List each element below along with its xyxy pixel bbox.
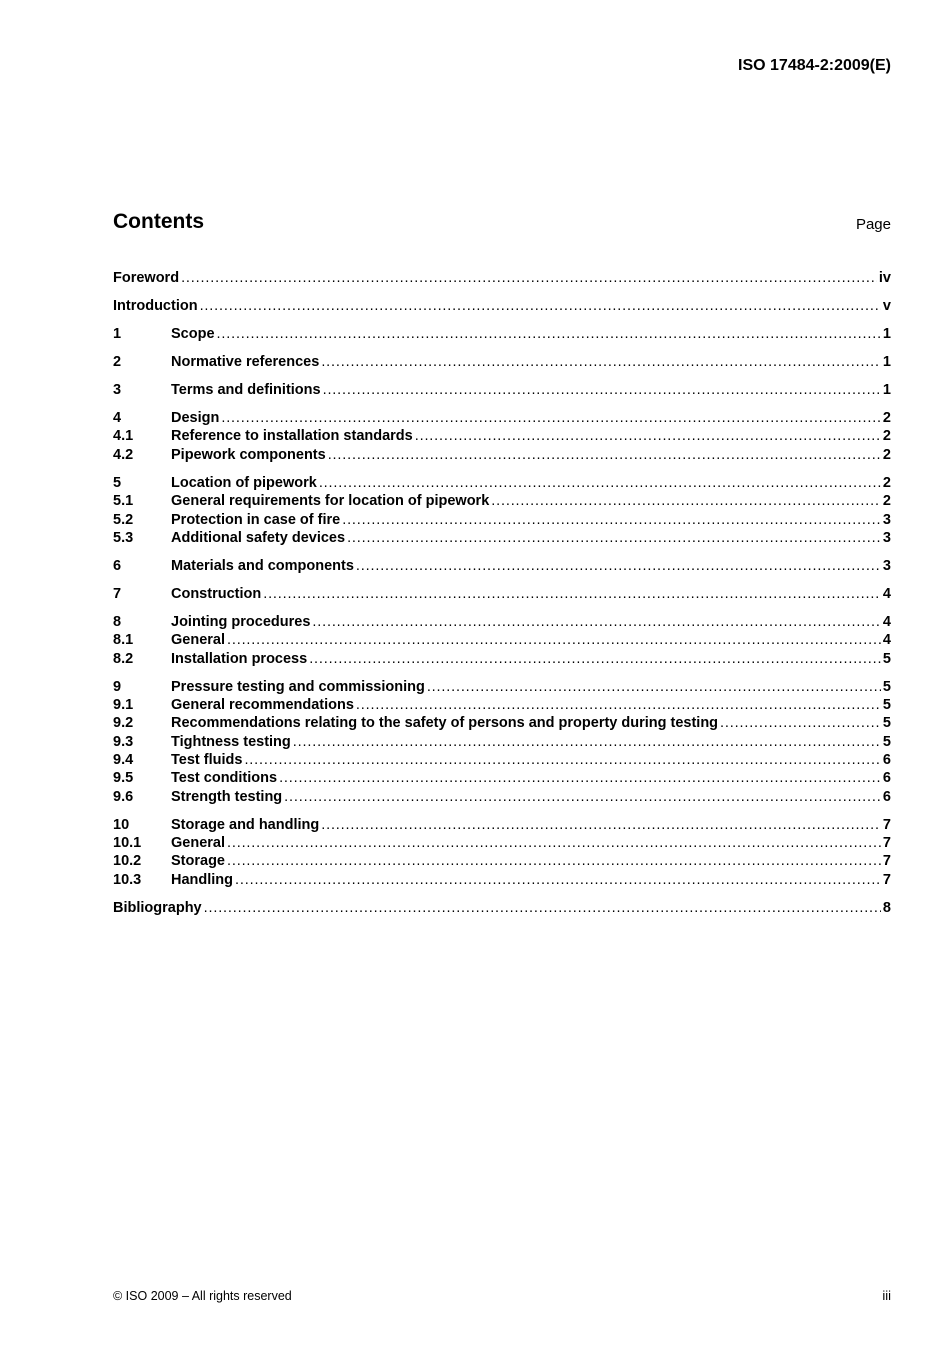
toc-entry[interactable] bbox=[113, 853, 891, 871]
toc-entry-number: 9.3 bbox=[113, 734, 134, 750]
toc-entry-title: Reference to installation standards bbox=[171, 428, 413, 444]
toc-entry-page: iv bbox=[878, 270, 891, 286]
toc-entry[interactable] bbox=[113, 558, 891, 576]
toc-entry-title: Storage bbox=[171, 853, 225, 869]
toc-entry[interactable] bbox=[113, 410, 891, 428]
toc-entry-title: Protection in case of fire bbox=[171, 512, 341, 528]
toc-entry[interactable] bbox=[113, 789, 891, 807]
dot-leader bbox=[244, 752, 880, 768]
dot-leader bbox=[491, 493, 881, 509]
toc-entry[interactable] bbox=[113, 734, 891, 752]
toc-entry-title: Pressure testing and commissioning bbox=[171, 679, 425, 695]
toc-entry-page: 7 bbox=[882, 817, 891, 833]
toc-entry-page: 2 bbox=[882, 493, 891, 509]
toc-entry-page: 7 bbox=[882, 872, 891, 888]
page-column-label: Page bbox=[855, 216, 891, 233]
toc-entry-number: 4 bbox=[113, 410, 122, 426]
toc-entry-number: 4.1 bbox=[113, 428, 134, 444]
copyright-notice: © ISO 2009 – All rights reserved bbox=[113, 1289, 292, 1303]
toc-entry-title: Design bbox=[171, 410, 220, 426]
toc-entry-title: Test conditions bbox=[171, 770, 278, 786]
toc-entry-page: 4 bbox=[882, 586, 891, 602]
toc-entry-number: 8.2 bbox=[113, 651, 134, 667]
dot-leader bbox=[221, 410, 881, 426]
toc-entry-page: 3 bbox=[882, 558, 891, 574]
toc-entry-title: Bibliography bbox=[113, 900, 202, 916]
toc-entry-number: 1 bbox=[113, 326, 122, 342]
toc-entry-number: 6 bbox=[113, 558, 122, 574]
toc-entry-page: 5 bbox=[882, 715, 891, 731]
toc-entry-title: Materials and components bbox=[171, 558, 354, 574]
dot-leader bbox=[284, 789, 881, 805]
dot-leader bbox=[217, 326, 881, 342]
toc-entry-title: Storage and handling bbox=[171, 817, 320, 833]
toc-entry-page: 5 bbox=[882, 734, 891, 750]
toc-entry-title: Tightness testing bbox=[171, 734, 291, 750]
toc-entry-title: Pipework components bbox=[171, 447, 326, 463]
toc-entry-number: 5.2 bbox=[113, 512, 134, 528]
dot-leader bbox=[342, 512, 881, 528]
toc-entry-title: Construction bbox=[171, 586, 262, 602]
dot-leader bbox=[309, 651, 881, 667]
toc-entry-title: Recommendations relating to the safety of persons and property during testing bbox=[171, 715, 719, 731]
toc-entry[interactable] bbox=[113, 872, 891, 890]
toc-entry[interactable] bbox=[113, 632, 891, 650]
toc-entry[interactable] bbox=[113, 679, 891, 697]
dot-leader bbox=[323, 382, 881, 398]
toc-entry-number: 9.5 bbox=[113, 770, 134, 786]
toc-entry-number: 9.2 bbox=[113, 715, 134, 731]
toc-entry-page: 2 bbox=[882, 447, 891, 463]
toc-entry-page: 8 bbox=[882, 900, 891, 916]
toc-entry-page: 2 bbox=[882, 428, 891, 444]
toc-entry-title: General recommendations bbox=[171, 697, 354, 713]
toc-entry[interactable] bbox=[113, 354, 891, 372]
toc-entry-title: Installation process bbox=[171, 651, 308, 667]
dot-leader bbox=[319, 475, 881, 491]
dot-leader bbox=[347, 530, 881, 546]
toc-entry[interactable] bbox=[113, 326, 891, 344]
toc-entry-page: 4 bbox=[882, 614, 891, 630]
toc-entry-title: Foreword bbox=[113, 270, 180, 286]
toc-entry[interactable] bbox=[113, 512, 891, 530]
dot-leader bbox=[227, 853, 881, 869]
toc-entry[interactable] bbox=[113, 586, 891, 604]
toc-entry-title: Additional safety devices bbox=[171, 530, 346, 546]
toc-entry-number: 8.1 bbox=[113, 632, 134, 648]
toc-entry[interactable] bbox=[113, 715, 891, 733]
toc-entry-number: 2 bbox=[113, 354, 122, 370]
toc-entry-page: 2 bbox=[882, 475, 891, 491]
toc-entry[interactable] bbox=[113, 817, 891, 835]
toc-entry-page: 6 bbox=[882, 752, 891, 768]
dot-leader bbox=[356, 558, 881, 574]
toc-entry[interactable] bbox=[113, 651, 891, 669]
toc-entry[interactable] bbox=[113, 752, 891, 770]
toc-entry-number: 3 bbox=[113, 382, 122, 398]
toc-entry[interactable] bbox=[113, 475, 891, 493]
toc-entry-title: Location of pipework bbox=[171, 475, 317, 491]
toc-entry[interactable] bbox=[113, 835, 891, 853]
toc-entry[interactable] bbox=[113, 382, 891, 400]
toc-entry-number: 5.3 bbox=[113, 530, 134, 546]
dot-leader bbox=[181, 270, 877, 286]
dot-leader bbox=[720, 715, 881, 731]
toc-entry-page: 4 bbox=[882, 632, 891, 648]
toc-entry[interactable] bbox=[113, 697, 891, 715]
dot-leader bbox=[321, 354, 881, 370]
toc-entry[interactable] bbox=[113, 900, 891, 918]
dot-leader bbox=[204, 900, 881, 916]
toc-entry-page: 7 bbox=[882, 853, 891, 869]
dot-leader bbox=[227, 632, 881, 648]
dot-leader bbox=[263, 586, 881, 602]
contents-heading: Contents bbox=[113, 210, 204, 233]
toc-entry-number: 9 bbox=[113, 679, 122, 695]
toc-entry-number: 10.2 bbox=[113, 853, 142, 869]
toc-entry-number: 5 bbox=[113, 475, 122, 491]
toc-entry-title: General bbox=[171, 835, 225, 851]
toc-entry-page: 6 bbox=[882, 789, 891, 805]
toc-entry-page: 6 bbox=[882, 770, 891, 786]
document-id: ISO 17484-2:2009(E) bbox=[738, 57, 891, 74]
toc-entry[interactable] bbox=[113, 770, 891, 788]
toc-entry-number: 9.6 bbox=[113, 789, 134, 805]
toc-entry-number: 8 bbox=[113, 614, 122, 630]
toc-entry-page: 1 bbox=[882, 354, 891, 370]
toc-entry[interactable] bbox=[113, 614, 891, 632]
dot-leader bbox=[427, 679, 881, 695]
toc-entry-number: 10.3 bbox=[113, 872, 142, 888]
toc-entry-page: 5 bbox=[882, 651, 891, 667]
toc-entry-page: 7 bbox=[882, 835, 891, 851]
toc-entry-number: 4.2 bbox=[113, 447, 134, 463]
toc-entry[interactable] bbox=[113, 493, 891, 511]
toc-entry[interactable] bbox=[113, 298, 891, 316]
toc-entry-title: Jointing procedures bbox=[171, 614, 311, 630]
dot-leader bbox=[356, 697, 881, 713]
toc-entry-number: 9.1 bbox=[113, 697, 134, 713]
toc-entry-number: 5.1 bbox=[113, 493, 134, 509]
toc-entry-page: 2 bbox=[882, 410, 891, 426]
toc-entry-number: 9.4 bbox=[113, 752, 134, 768]
toc-entry-page: 3 bbox=[882, 512, 891, 528]
dot-leader bbox=[328, 447, 881, 463]
toc-entry-number: 7 bbox=[113, 586, 122, 602]
dot-leader bbox=[312, 614, 881, 630]
dot-leader bbox=[200, 298, 881, 314]
toc-entry-page: 5 bbox=[882, 679, 891, 695]
toc-entry[interactable] bbox=[113, 530, 891, 548]
toc-entry-title: Handling bbox=[171, 872, 234, 888]
toc-entry-page: 1 bbox=[882, 326, 891, 342]
toc-entry-page: 3 bbox=[882, 530, 891, 546]
toc-entry-title: General bbox=[171, 632, 225, 648]
toc-entry-page: 5 bbox=[882, 697, 891, 713]
toc-entry-title: Normative references bbox=[171, 354, 320, 370]
dot-leader bbox=[227, 835, 881, 851]
toc-entry-title: General requirements for location of pipework bbox=[171, 493, 490, 509]
toc-entry-title: Introduction bbox=[113, 298, 198, 314]
toc-entry-title: Scope bbox=[171, 326, 215, 342]
toc-entry-number: 10.1 bbox=[113, 835, 142, 851]
toc-entry-number: 10 bbox=[113, 817, 130, 833]
toc-entry[interactable] bbox=[113, 447, 891, 465]
page-number: iii bbox=[882, 1288, 891, 1303]
toc-entry-title: Test fluids bbox=[171, 752, 243, 768]
dot-leader bbox=[415, 428, 881, 444]
toc-entry-page: 1 bbox=[882, 382, 891, 398]
dot-leader bbox=[279, 770, 881, 786]
toc-entry-title: Terms and definitions bbox=[171, 382, 321, 398]
dot-leader bbox=[235, 872, 881, 888]
dot-leader bbox=[321, 817, 881, 833]
toc-entry[interactable] bbox=[113, 270, 891, 288]
toc-entry[interactable] bbox=[113, 428, 891, 446]
toc-entry-page: v bbox=[882, 298, 891, 314]
toc-entry-title: Strength testing bbox=[171, 789, 283, 805]
dot-leader bbox=[293, 734, 881, 750]
